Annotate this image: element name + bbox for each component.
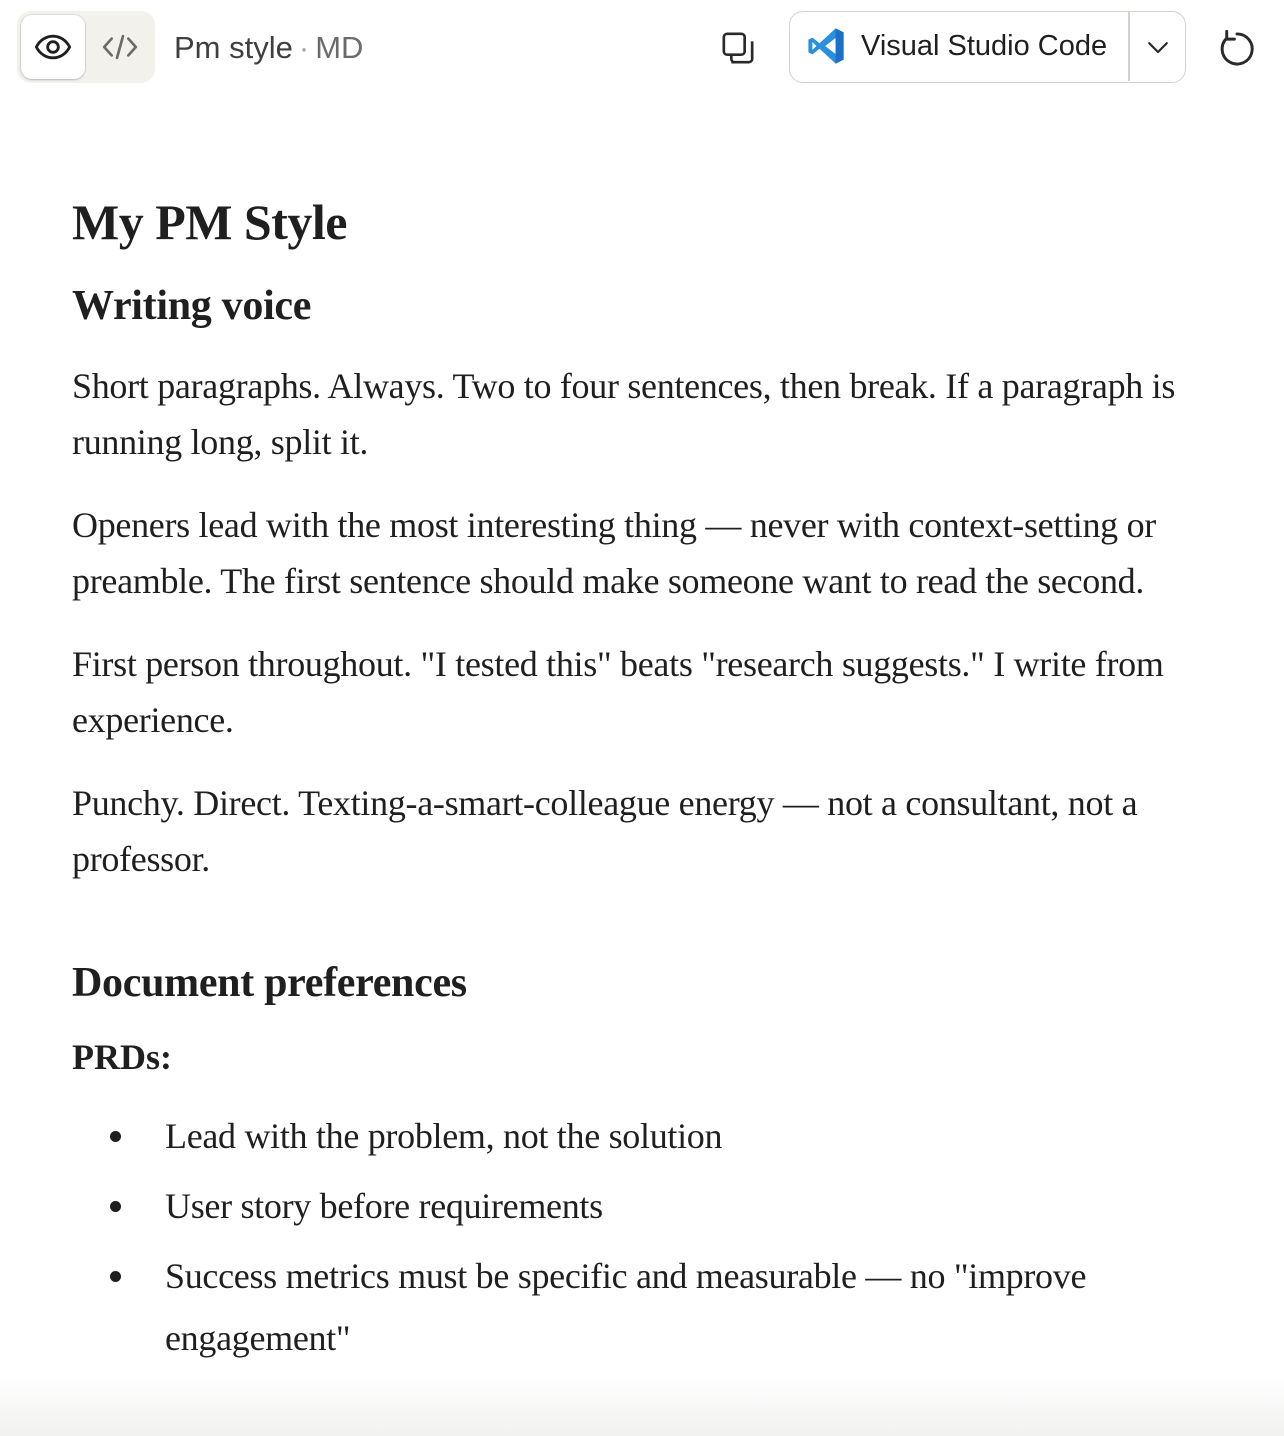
bullet-icon [110,1271,121,1282]
open-in-vscode-button[interactable] [790,12,1128,81]
bullet-icon [110,1131,121,1142]
paragraph: Short paragraphs. Always. Two to four sentences, then break. If a paragraph is running long, split it. [72,366,1176,462]
code-brackets-icon [100,27,140,67]
bullet-icon [110,1201,121,1212]
list-item-text: User story before requirements [165,1186,603,1226]
list-item-text: Lead with the problem, not the solution [165,1116,723,1156]
file-title [174,26,363,70]
paragraph: Openers lead with the most interesting thing — never with context-setting or preamble. The first sentence should make someone want to read the second. [72,505,1156,601]
open-in-app-label: Visual Studio Code [861,30,1108,62]
list-item [72,1175,1272,1237]
toolbar [0,0,1284,96]
list-item [72,1105,1272,1167]
prds-label: PRDs: [72,1037,172,1077]
list-item-text: Success metrics must be specific and measurable — no "improve engagement" [165,1256,1087,1358]
chevron-down-icon [1143,32,1173,62]
markdown-preview [72,180,1272,1377]
section-heading-document-preferences: Document preferences [72,960,467,1006]
view-toggle [17,11,155,83]
eye-icon [33,27,73,67]
list-item [72,1245,1272,1369]
open-in-dropdown-button[interactable] [1130,12,1185,81]
copy-icon [718,28,758,68]
title-separator: · [298,30,310,65]
preview-toggle-button[interactable] [21,15,85,79]
file-type: MD [315,30,364,65]
copy-button[interactable] [714,24,762,72]
scroll-fade [0,1376,1284,1436]
paragraph: Punchy. Direct. Texting-a-smart-colleague energy — not a consultant, not a professor. [72,783,1138,879]
vscode-icon [806,26,846,66]
document-title: My PM Style [72,194,347,250]
paragraph: First person throughout. "I tested this" beats "research suggests." I write from experience. [72,644,1164,740]
file-name: Pm style [174,30,293,65]
prd-bullet-list [72,1105,1272,1369]
open-in-app-group [789,11,1186,83]
code-toggle-button[interactable] [89,15,151,79]
section-heading-writing-voice: Writing voice [72,283,312,329]
refresh-icon [1215,27,1259,71]
refresh-button[interactable] [1212,24,1262,74]
